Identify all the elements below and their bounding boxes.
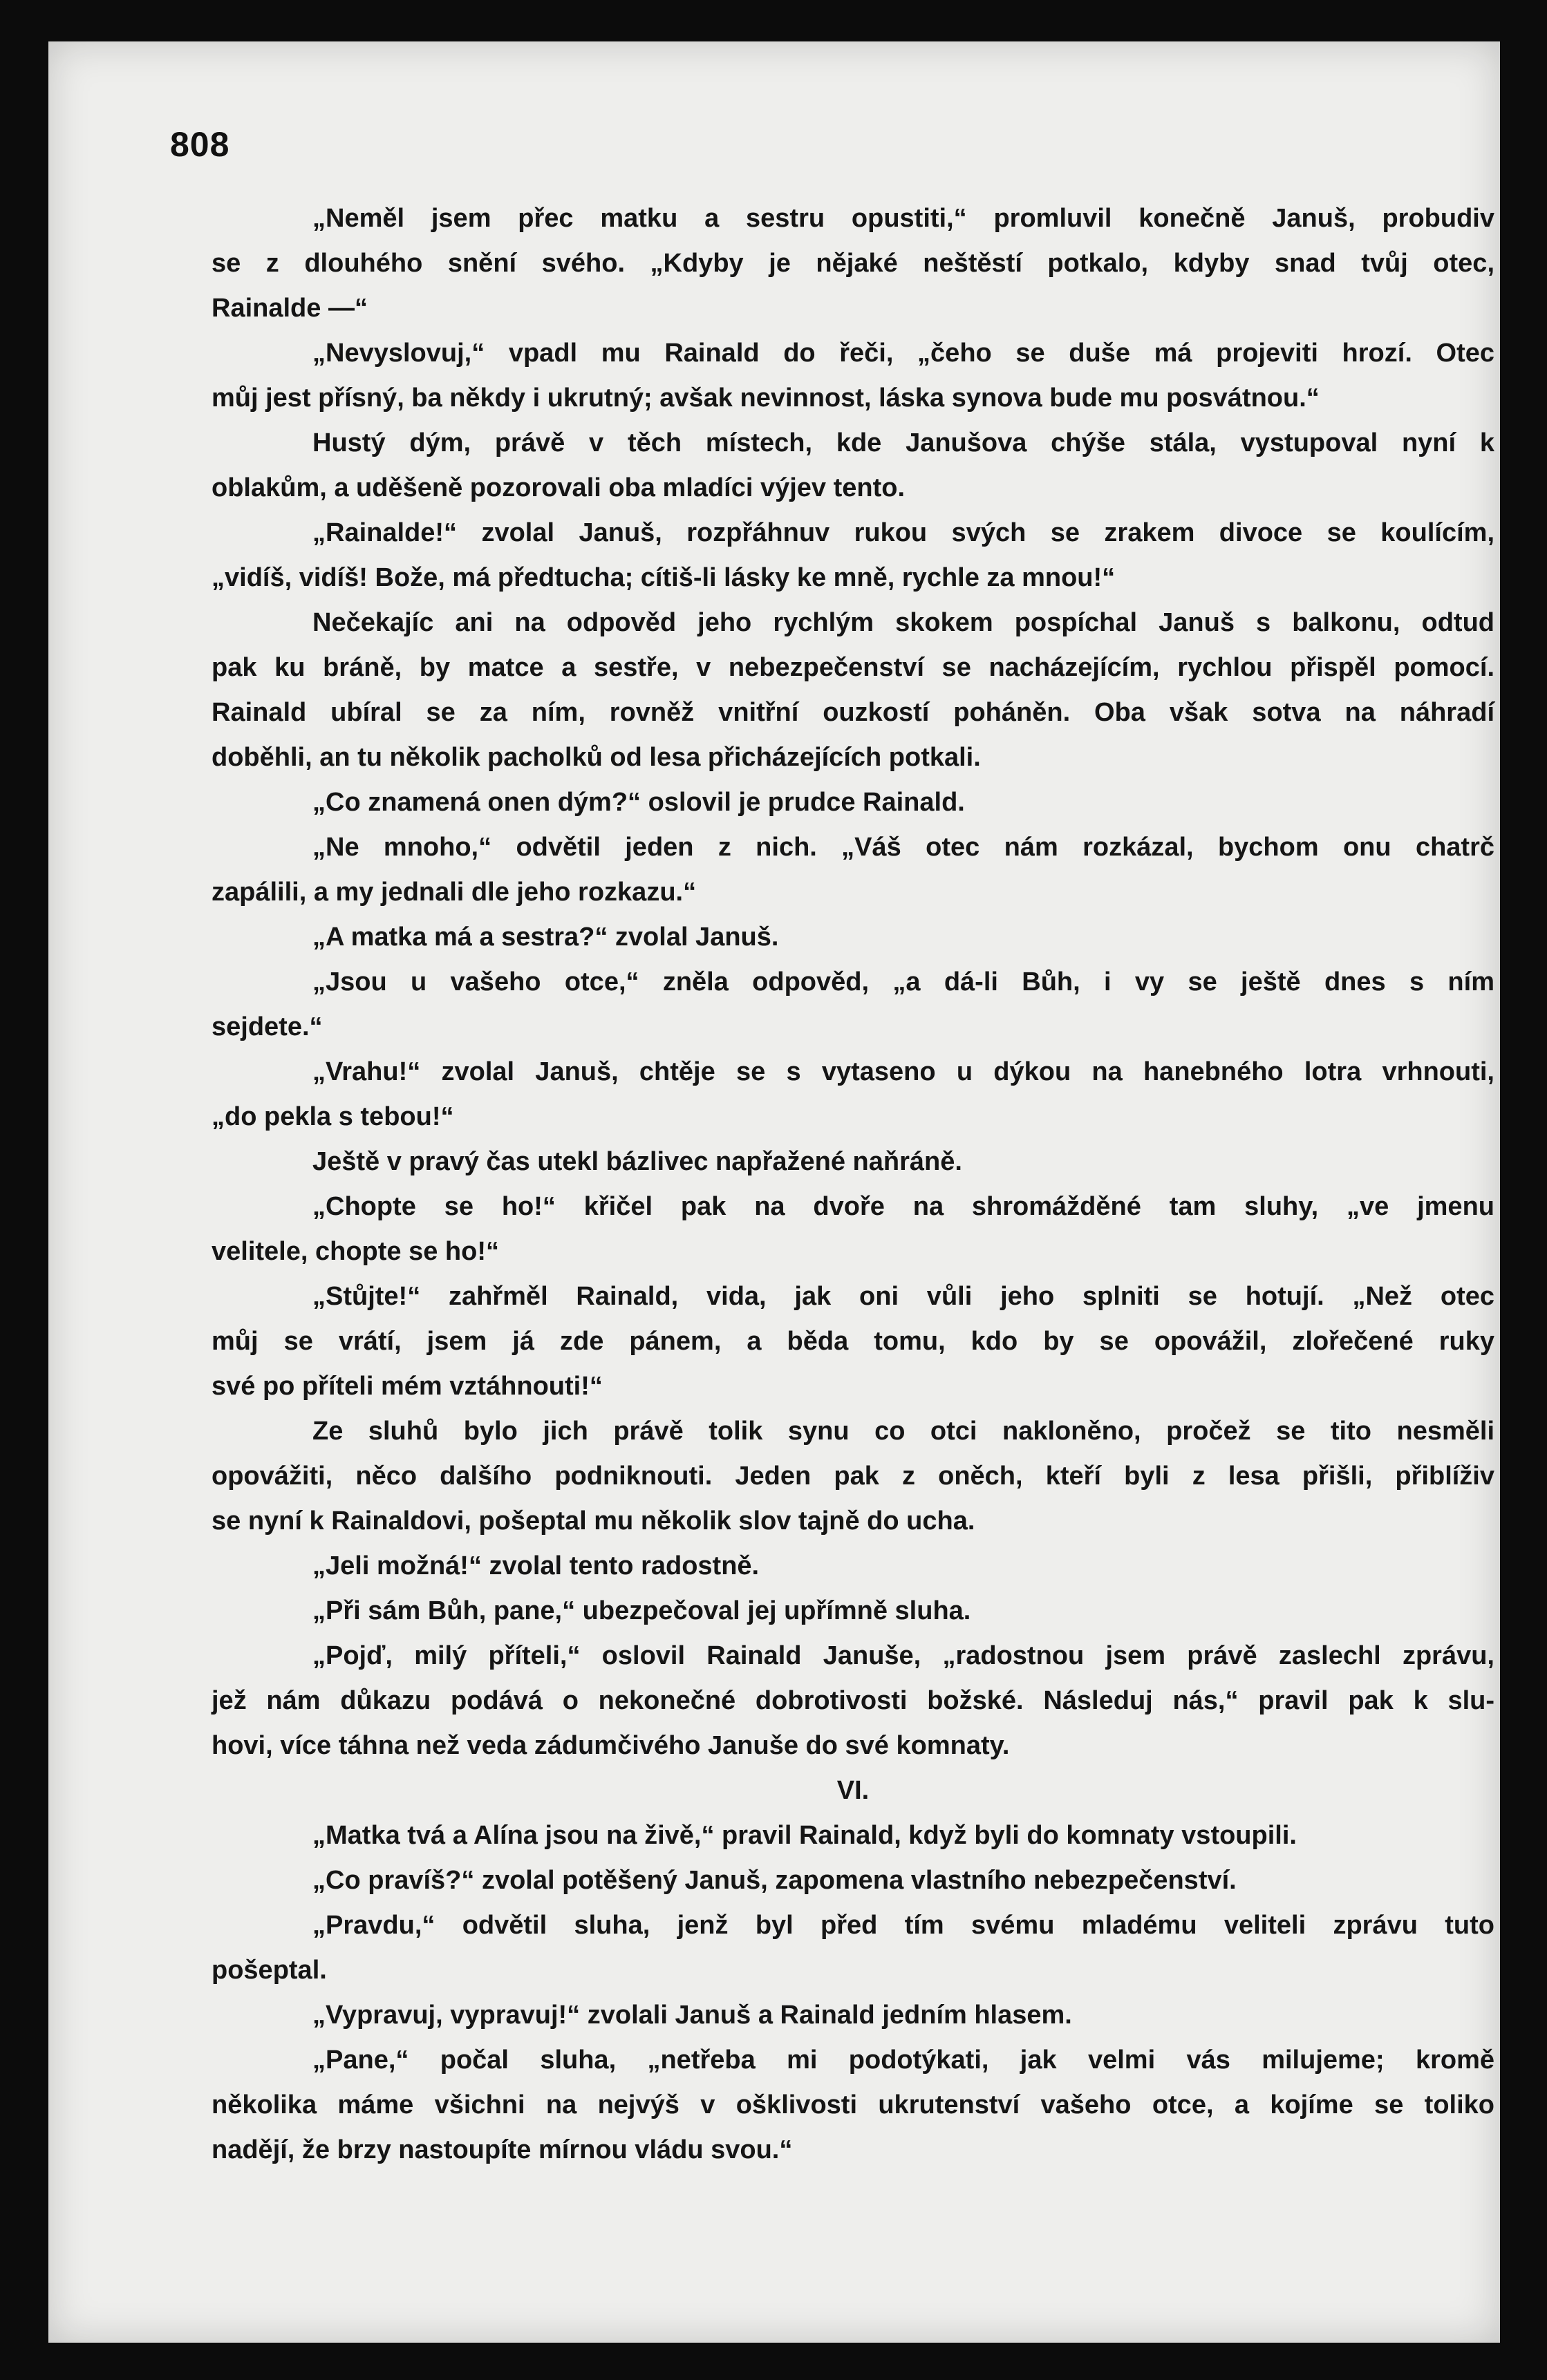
- text-line: „Neměl jsem přec matku a sestru opustiti,“ promluvil konečně Januš, probudiv: [312, 204, 1494, 233]
- text-line: „Jeli možná!“ zvolal tento radostně.: [312, 1551, 760, 1580]
- paragraph: [212, 1858, 1494, 1903]
- paragraph: [212, 1589, 1494, 1634]
- paragraph: [212, 1140, 1494, 1184]
- text-line: „Vypravuj, vypravuj!“ zvolali Januš a Rainald jedním hlasem.: [312, 2001, 1072, 2030]
- text-line: pošeptal.: [212, 1956, 327, 1985]
- section-heading: [212, 1768, 1494, 1813]
- text-line: Rainalde —“: [212, 294, 368, 323]
- text-line: Hustý dým, právě v těch místech, kde Janušova chýše stála, vystupoval nyní k: [312, 428, 1494, 457]
- text-line: „A matka má a sestra?“ zvolal Januš.: [312, 923, 779, 952]
- paragraph: [212, 1903, 1494, 1993]
- text-line: „Pojď, milý příteli,“ oslovil Rainald Januše, „radostnou jsem právě zaslechl zprávu,: [312, 1641, 1494, 1670]
- text-line: oblakům, a uděšeně pozorovali oba mladíci výjev tento.: [212, 473, 906, 502]
- paragraph: [212, 780, 1494, 825]
- paragraphs-after-heading: [212, 1813, 1494, 2173]
- paragraph: [212, 825, 1494, 915]
- text-line: doběhli, an tu několik pacholků od lesa přicházejících potkali.: [212, 743, 981, 772]
- text-line: Ze sluhů bylo jich právě tolik synu co otci nakloněno, pročež se tito nesměli: [312, 1417, 1494, 1446]
- text-line: „Chopte se ho!“ křičel pak na dvoře na shromážděné tam sluhy, „ve jmenu: [312, 1192, 1494, 1221]
- text-line: zapálili, a my jednali dle jeho rozkazu.“: [212, 878, 697, 907]
- paragraph: [212, 960, 1494, 1050]
- paragraph: [212, 1409, 1494, 1544]
- page-number: 808: [170, 125, 230, 164]
- text-line: své po příteli mém vztáhnouti!“: [212, 1372, 603, 1401]
- paragraph: [212, 1544, 1494, 1589]
- book-page: [48, 41, 1500, 2343]
- text-line: Ještě v pravý čas utekl bázlivec napřažené naňráně.: [312, 1147, 962, 1176]
- text-line: „Při sám Bůh, pane,“ ubezpečoval jej upřímně sluha.: [312, 1596, 971, 1625]
- text-line: „Matka tvá a Alína jsou na živě,“ pravil Rainald, když byli do komnaty vstoupili.: [312, 1821, 1297, 1850]
- text-line: „Nevyslovuj,“ vpadl mu Rainald do řeči, „čeho se duše má projeviti hrozí. Otec: [312, 339, 1494, 368]
- text-line: „Co znamená onen dým?“ oslovil je prudce Rainald.: [312, 788, 965, 817]
- paragraph: [212, 2038, 1494, 2173]
- text-line: opovážiti, něco dalšího podniknouti. Jeden pak z oněch, kteří byli z lesa přišli, přiblíživ: [212, 1462, 1494, 1491]
- paragraph: [212, 196, 1494, 331]
- text-line: můj se vrátí, jsem já zde pánem, a běda tomu, kdo by se opovážil, zlořečené ruky: [212, 1327, 1494, 1356]
- text-line: sejdete.“: [212, 1012, 323, 1041]
- text-line: „Pane,“ počal sluha, „netřeba mi podotýkati, jak velmi vás milujeme; kromě: [312, 2046, 1494, 2075]
- text-line: „Co pravíš?“ zvolal potěšený Januš, zapomena vlastního nebezpečenství.: [312, 1866, 1237, 1895]
- text-line: „Vrahu!“ zvolal Januš, chtěje se s vytaseno u dýkou na hanebného lotra vrhnouti,: [312, 1057, 1494, 1086]
- text-line: „do pekla s tebou!“: [212, 1102, 454, 1131]
- text-line: několika máme všichni na nejvýš v ošklivosti ukrutenství vašeho otce, a kojíme se toliko: [212, 2090, 1494, 2119]
- text-line: se nyní k Rainaldovi, pošeptal mu několik slov tajně do ucha.: [212, 1507, 975, 1536]
- text-line: pak ku bráně, by matce a sestře, v nebezpečenství se nacházejícím, rychlou přispěl pomocí.: [212, 653, 1494, 682]
- paragraphs-before-heading: [212, 196, 1494, 1768]
- paragraph: [212, 1184, 1494, 1274]
- text-line: Rainald ubíral se za ním, rovněž vnitřní ouzkostí poháněn. Oba však sotva na náhradí: [212, 698, 1494, 727]
- paragraph: [212, 1993, 1494, 2038]
- page-text-body: [212, 196, 1494, 2173]
- paragraph: [212, 915, 1494, 960]
- text-line: „Jsou u vašeho otce,“ zněla odpověd, „a dá-li Bůh, i vy se ještě dnes s ním: [312, 967, 1494, 997]
- text-line: „Pravdu,“ odvětil sluha, jenž byl před tím svému mladému veliteli zprávu tuto: [312, 1911, 1494, 1940]
- text-line: „Rainalde!“ zvolal Januš, rozpřáhnuv rukou svých se zrakem divoce se koulícím,: [312, 518, 1494, 547]
- section-heading-text: VI.: [836, 1776, 870, 1805]
- text-line: můj jest přísný, ba někdy i ukrutný; avšak nevinnost, láska synova bude mu posvátnou.“: [212, 384, 1320, 413]
- text-line: „vidíš, vidíš! Bože, má předtucha; cítiš-li lásky ke mně, rychle za mnou!“: [212, 563, 1116, 592]
- text-line: „Stůjte!“ zahřměl Rainald, vida, jak oni vůli jeho splniti se hotují. „Než otec: [312, 1282, 1494, 1311]
- paragraph: [212, 421, 1494, 511]
- paragraph: [212, 601, 1494, 780]
- paragraph: [212, 1274, 1494, 1409]
- paragraph: [212, 331, 1494, 421]
- text-line: nadějí, že brzy nastoupíte mírnou vládu svou.“: [212, 2135, 793, 2164]
- text-line: Nečekajíc ani na odpověd jeho rychlým skokem pospíchal Januš s balkonu, odtud: [312, 608, 1494, 637]
- text-line: velitele, chopte se ho!“: [212, 1237, 499, 1266]
- paragraph: [212, 1050, 1494, 1140]
- text-line: jež nám důkazu podává o nekonečné dobrotivosti božské. Následuj nás,“ pravil pak k slu-: [212, 1686, 1494, 1715]
- paragraph: [212, 1634, 1494, 1768]
- text-line: hovi, více táhna než veda zádumčivého Januše do své komnaty.: [212, 1731, 1010, 1760]
- text-line: se z dlouhého snění svého. „Kdyby je nějaké neštěstí potkalo, kdyby snad tvůj otec,: [212, 249, 1494, 278]
- paragraph: [212, 1813, 1494, 1858]
- paragraph: [212, 511, 1494, 601]
- text-line: „Ne mnoho,“ odvětil jeden z nich. „Váš otec nám rozkázal, bychom onu chatrč: [312, 833, 1494, 862]
